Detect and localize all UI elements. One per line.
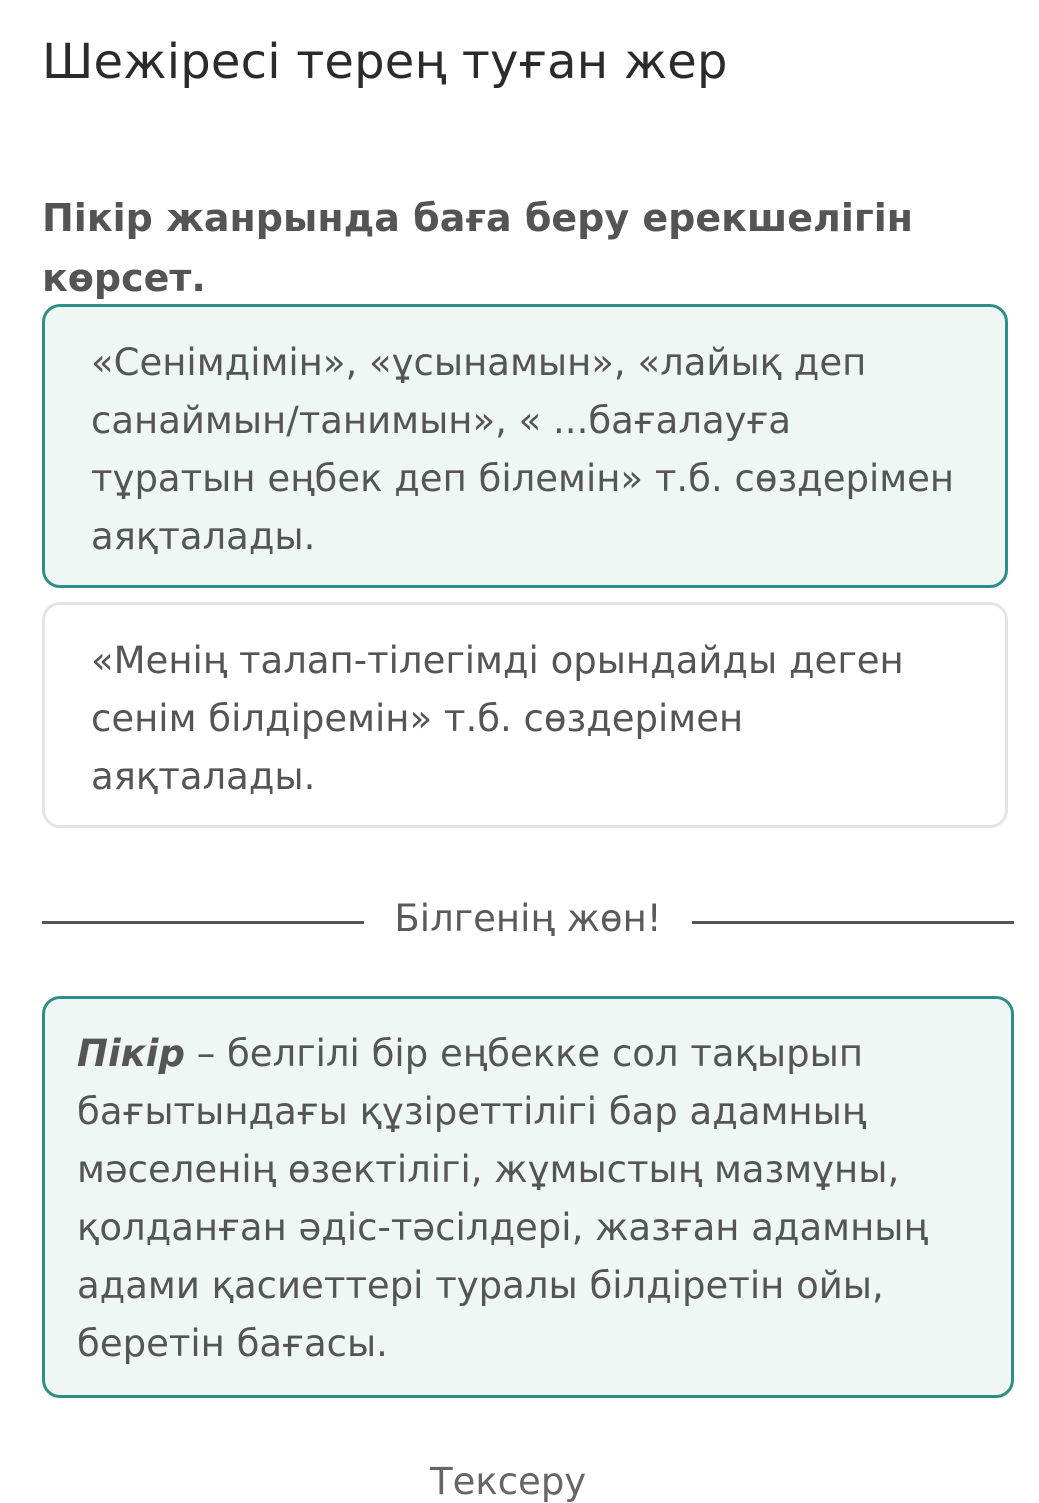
divider-label: Білгенің жөн! — [394, 897, 662, 940]
section-divider — [42, 893, 1014, 953]
info-box — [42, 996, 1014, 1398]
info-term: Пікір — [77, 1032, 185, 1075]
answer-option-1-text: «Сенімдімін», «ұсынамын», «лайық деп санаймын/танимын», « ...бағалауға тұратын еңбек деп білемін» т.б. сөздерімен аяқталады. — [91, 341, 955, 558]
info-definition: – белгілі бір еңбекке сол тақырып бағытындағы құзіреттілігі бар адамның мәселенің өзектілігі, жұмыстың мазмұны, қолданған әдіс-тәсілдері, жазған адамның адами қасиеттері туралы білдіретін ойы, беретін бағасы. — [77, 1032, 928, 1365]
answer-option-2[interactable] — [42, 602, 1008, 828]
question-text: Пікір жанрында баға беру ерекшелігін көрсет. — [42, 196, 914, 300]
divider-line-left — [42, 921, 364, 924]
partially-visible-text: Тексеру — [430, 1460, 587, 1503]
answer-option-2-text: «Менің талап-тілегімді орындайды деген сенім білдіремін» т.б. сөздерімен аяқталады. — [91, 639, 904, 798]
answer-option-1[interactable] — [42, 304, 1008, 588]
page-title: Шежіресі терең туған жер — [42, 34, 728, 90]
divider-line-right — [692, 921, 1014, 924]
